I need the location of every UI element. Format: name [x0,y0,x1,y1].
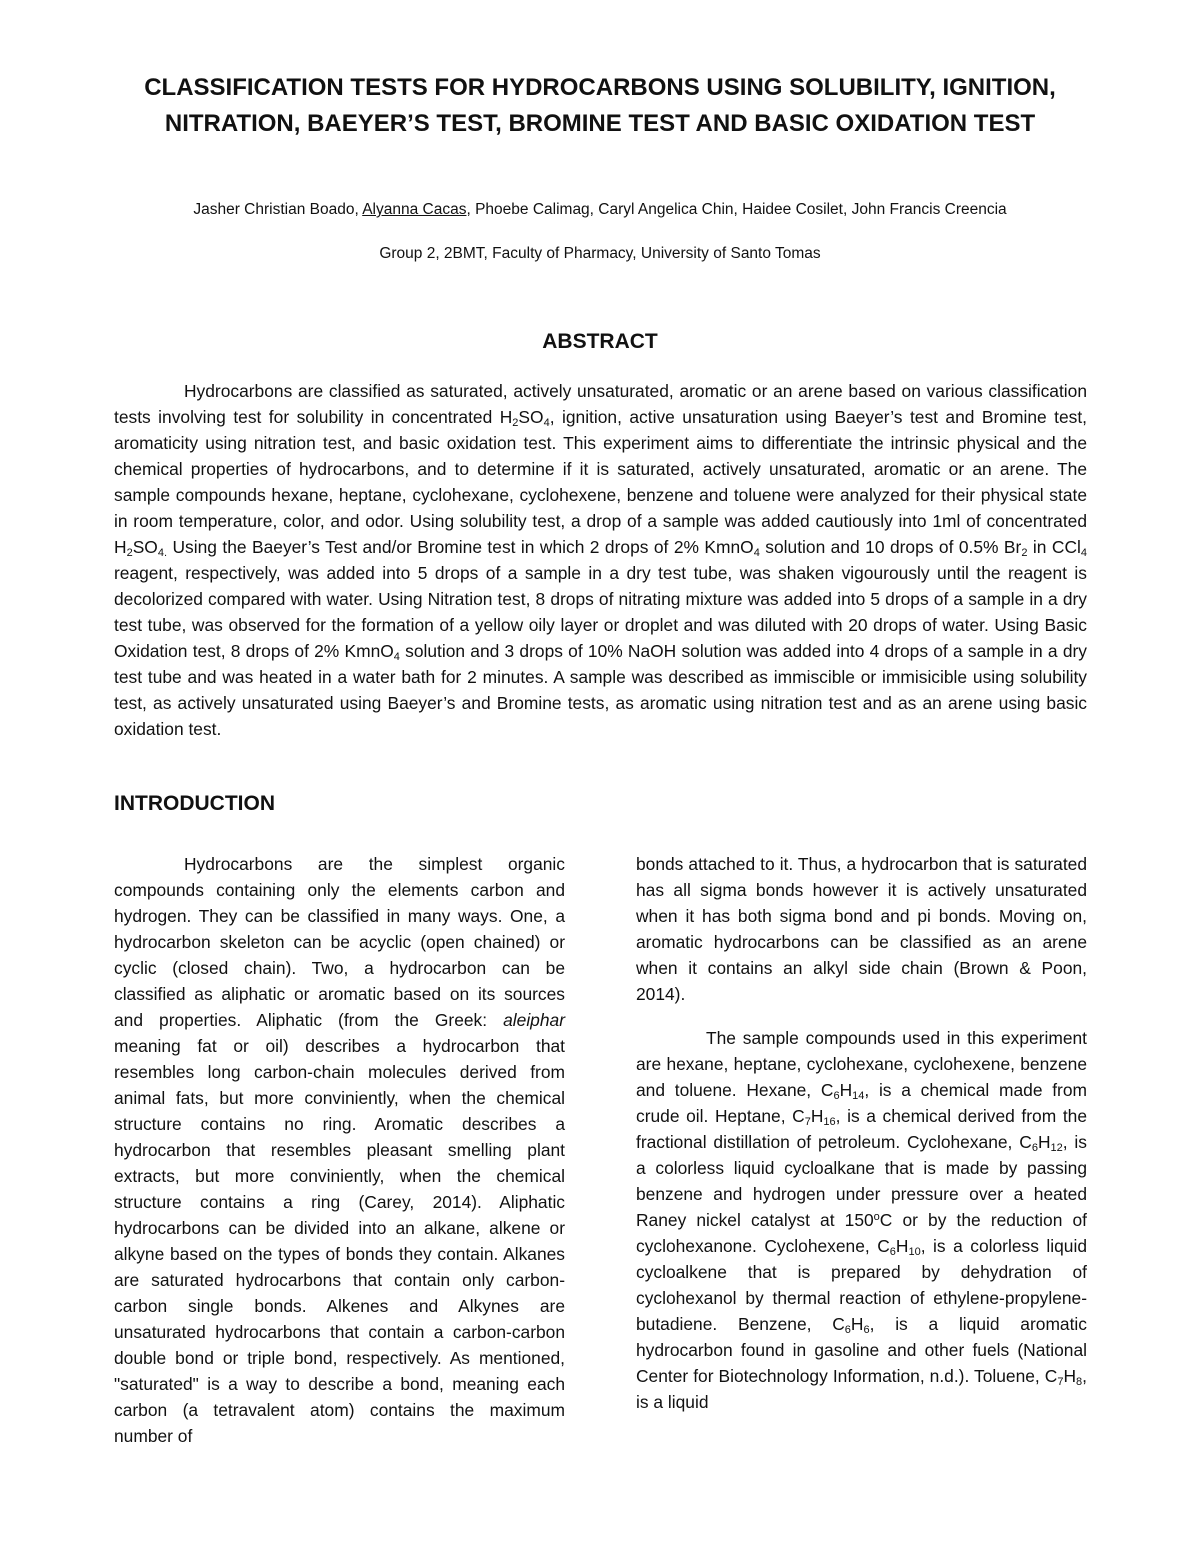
abstract-text: SO [132,537,158,557]
intro-text: H [839,1080,853,1100]
subscript: 6 [1031,1142,1038,1154]
intro-text: , is a liquid aromatic hydrocarbon found in gasoline and other fuels (National Center for Biotechnology Information, n.d.). Toluene, C [636,1314,1087,1386]
italic-term: aleiphar [503,1010,565,1030]
introduction-heading: INTRODUCTION [114,792,275,815]
intro-text: , is a colorless liquid cycloalkene that is prepared by dehydration of cyclohexanol by thermal reaction of ethylene-propylene-butadiene. Benzene, C [636,1236,1087,1334]
author-text: Jasher Christian Boado, [193,201,363,218]
intro-text: meaning fat or oil) describes a hydrocarbon that resembles long carbon-chain molecules derived from animal fats, but more conviniently, when the chemical structure contains no ring. Aromatic describes a hydrocarbon that resembles pleasant smelling plant extracts, but more conviniently, when the chemical structure contains a ring (Carey, 2014). Aliphatic hydrocarbons can be divided into an alkane, alkene or alkyne based on the types of bonds they contain. Alkanes are saturated hydrocarbons that contain only carbon-carbon single bonds. Alkenes and Alkynes are unsaturated hydrocarbons that contain a carbon-carbon double bond or triple bond, respectively. As mentioned, "saturated" is a way to describe a bond, meaning each carbon (a tetravalent atom) contains the maximum number of [114,1036,565,1446]
subscript: 7 [804,1116,811,1128]
author-list [60,200,1140,220]
abstract-text: SO [518,407,544,427]
subscript: 2 [126,547,133,559]
abstract-text: , ignition, active unsaturation using Baeyer’s test and Bromine test, aromaticity using nitration test, and basic oxidation test. This experiment aims to differentiate the intrinsic physical and the chemical properties of hydrocarbons, and to determine if it is saturated, actively unsaturated, aromatic or an arene. The sample compounds hexane, heptane, cyclohexane, cyclohexene, benzene and toluene were analyzed for their physical state in room temperature, color, and odor. Using solubility test, a drop of a sample was added cautiously into 1ml of concentrated H [114,407,1087,557]
intro-text: , is a liquid [636,1366,1087,1412]
intro-text: H [810,1106,824,1126]
intro-text: H [1063,1366,1077,1386]
subscript: 4 [753,547,760,559]
intro-text: H [895,1236,909,1256]
superscript: o [873,1211,880,1223]
subscript: 10 [908,1246,921,1258]
abstract-body [114,378,1087,742]
introduction-paragraph-3 [636,1025,1087,1415]
abstract-text: Using the Baeyer’s Test and/or Bromine test in which 2 drops of 2% KmnO [167,537,754,557]
introduction-paragraph-1 [114,851,565,1449]
abstract-text: solution and 10 drops of 0.5% Br [759,537,1022,557]
abstract-heading: ABSTRACT [542,330,658,353]
abstract-text: Hydrocarbons are classified as saturated, actively unsaturated, aromatic or an arene based on various classification tests involving test for solubility in concentrated H [114,381,1087,427]
abstract-text: solution and 3 drops of 10% NaOH solution was added into 4 drops of a sample in a dry test tube and was heated in a water bath for 2 minutes. A sample was described as immiscible or immisicible using solubility test, as actively unsaturated using Baeyer’s and Bromine tests, as aromatic using nitration test and as an arene using basic oxidation test. [114,641,1087,739]
intro-text: , is a chemical derived from the fractional distillation of petroleum. Cyclohexane, C [636,1106,1088,1152]
subscript: 4 [543,417,550,429]
introduction-paragraph-2: bonds attached to it. Thus, a hydrocarbon that is saturated has all sigma bonds however it is actively unsaturated when it has both sigma bond and pi bonds. Moving on, aromatic hydrocarbons can be classified as an arene when it contains an alkyl side chain (Brown & Poon, 2014). [636,854,1087,1004]
abstract-text: reagent, respectively, was added into 5 drops of a sample in a dry test tube, was shaken vigourously until the reagent is decolorized compared with water. Using Nitration test, 8 drops of nitrating mixture was added into 5 drops of a sample in a dry test tube, was observed for the formation of a yellow oily layer or droplet and was diluted with 20 drops of water. Using Basic Oxidation test, 8 drops of 2% KmnO [114,563,1087,661]
intro-text: C or by the reduction of cyclohexanone. Cyclohexene, C [636,1210,1087,1256]
intro-text: , is a colorless liquid cycloalkane that is made by passing benzene and hydrogen under pressure over a heated Raney nickel catalyst at 150 [636,1132,1087,1230]
abstract-text: in CCl [1027,537,1081,557]
subscript: 7 [1057,1376,1064,1388]
subscript: 12 [1050,1142,1063,1154]
author-text: , Phoebe Calimag, Caryl Angelica Chin, Haidee Cosilet, John Francis Creencia [466,201,1007,218]
subscript: 16 [823,1116,836,1128]
subscript: 8 [1076,1376,1083,1388]
paper-title: CLASSIFICATION TESTS FOR HYDROCARBONS USING SOLUBILITY, IGNITION, NITRATION, BAEYER’S TEST, BROMINE TEST AND BASIC OXIDATION TEST [144,74,1056,137]
subscript: 14 [852,1090,865,1102]
subscript: 6 [833,1090,840,1102]
intro-text: The sample compounds used in this experiment are hexane, heptane, cyclohexane, cyclohexene, benzene and toluene. Hexane, C [636,1028,1087,1100]
subscript: 2 [1021,547,1028,559]
presenting-author: Alyanna Cacas [362,201,467,218]
intro-text: Hydrocarbons are the simplest organic compounds containing only the elements carbon and hydrogen. They can be classified in many ways. One, a hydrocarbon skeleton can be acyclic (open chained) or cyclic (closed chain). Two, a hydrocarbon can be classified as aliphatic or aromatic based on its sources and properties. Aliphatic (from the Greek: [114,854,565,1030]
subscript: 6 [889,1246,896,1258]
intro-text: H [850,1314,864,1334]
intro-text: H [1037,1132,1051,1152]
intro-text: , is a chemical made from crude oil. Heptane, C [636,1080,1088,1126]
subscript: 4 [1080,547,1087,559]
subscript: 2 [512,417,519,429]
subscript: 4. [157,547,168,559]
subscript: 6 [863,1324,870,1336]
affiliation: Group 2, 2BMT, Faculty of Pharmacy, University of Santo Tomas [379,245,821,262]
subscript: 6 [844,1324,851,1336]
subscript: 4 [393,651,400,663]
